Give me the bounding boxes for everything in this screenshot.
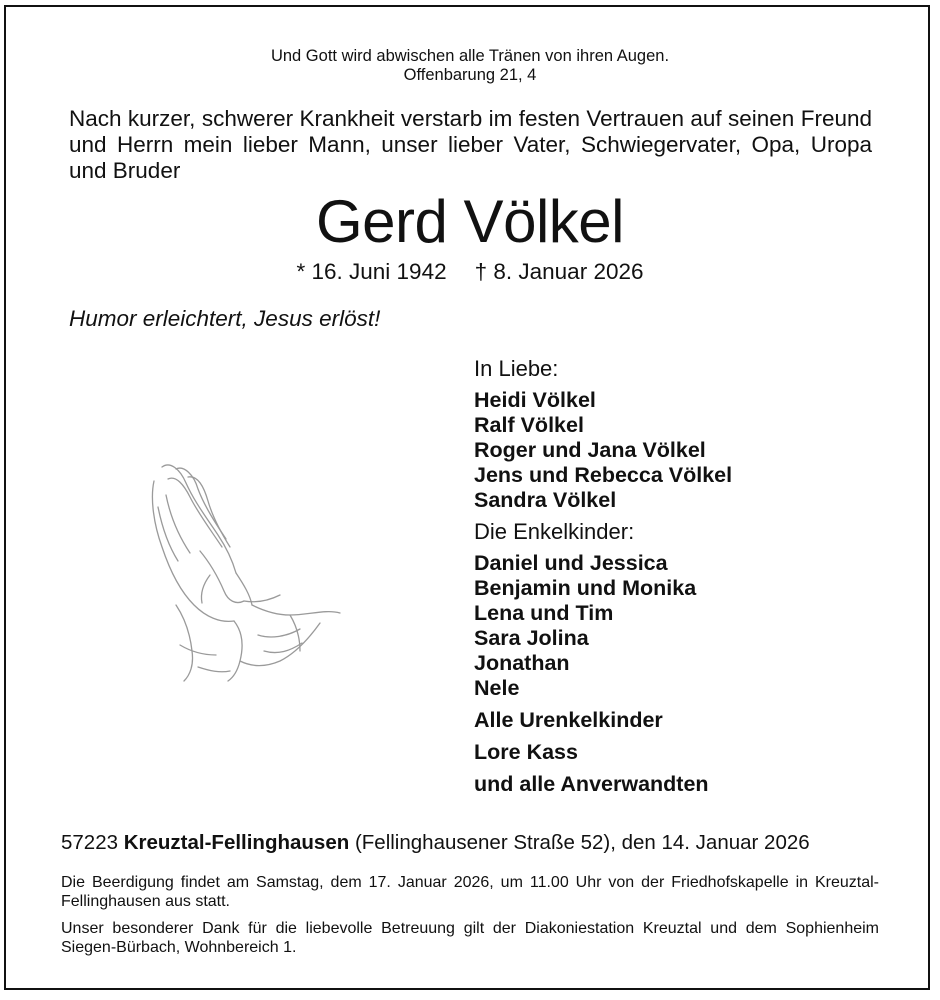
grandchild: Jonathan xyxy=(474,651,570,675)
place-date-line xyxy=(61,830,881,856)
grandchild: Lena und Tim xyxy=(474,601,614,625)
birth-date: * 16. Juni 1942 xyxy=(296,259,447,284)
deceased-name: Gerd Völkel xyxy=(316,188,624,255)
grandchildren-label: Die Enkelkinder: xyxy=(474,519,635,544)
death-date: † 8. Januar 2026 xyxy=(474,259,644,284)
grandchild: Daniel und Jessica xyxy=(474,551,668,575)
grandchild: Sara Jolina xyxy=(474,626,589,650)
family-member: Heidi Völkel xyxy=(474,388,596,412)
zip-code: 57223 xyxy=(61,831,119,854)
bible-reference: Offenbarung 21, 4 xyxy=(403,66,537,84)
praying-hands-icon xyxy=(140,455,350,685)
mourners-block xyxy=(474,356,914,797)
thanks-note: Unser besonderer Dank für die liebevolle Betreuung gilt der Diakoniestation Kreuztal und dem Sophienheim Siegen-Bürbach, Wohnbereich 1. xyxy=(61,920,879,956)
life-dates xyxy=(0,258,940,286)
other-mourner: Lore Kass xyxy=(474,740,578,764)
love-label: In Liebe: xyxy=(474,356,559,381)
family-member: Sandra Völkel xyxy=(474,488,617,512)
relatives: und alle Anverwandten xyxy=(474,772,709,796)
address-date: (Fellinghausener Straße 52), den 14. Januar 2026 xyxy=(354,831,810,854)
motto: Humor erleichtert, Jesus erlöst! xyxy=(69,306,381,331)
town-name: Kreuztal-Fellinghausen xyxy=(123,831,350,854)
family-member: Ralf Völkel xyxy=(474,413,584,437)
bible-verse: Und Gott wird abwischen alle Tränen von ihren Augen. xyxy=(270,47,670,65)
grandchild: Benjamin und Monika xyxy=(474,576,697,600)
intro-text: Nach kurzer, schwerer Krankheit verstarb im festen Vertrauen auf seinen Freund und Herrn mein lieber Mann, unser lieber Vater, Schwiegervater, Opa, Uropa und Bruder xyxy=(69,106,872,183)
grandchild: Nele xyxy=(474,676,520,700)
family-member: Jens und Rebecca Völkel xyxy=(474,463,733,487)
burial-info: Die Beerdigung findet am Samstag, dem 17. Januar 2026, um 11.00 Uhr von der Friedhofskapelle in Kreuztal-Fellinghausen aus statt. xyxy=(61,874,879,910)
family-member: Roger und Jana Völkel xyxy=(474,438,706,462)
great-grandchildren: Alle Urenkelkinder xyxy=(474,708,663,732)
